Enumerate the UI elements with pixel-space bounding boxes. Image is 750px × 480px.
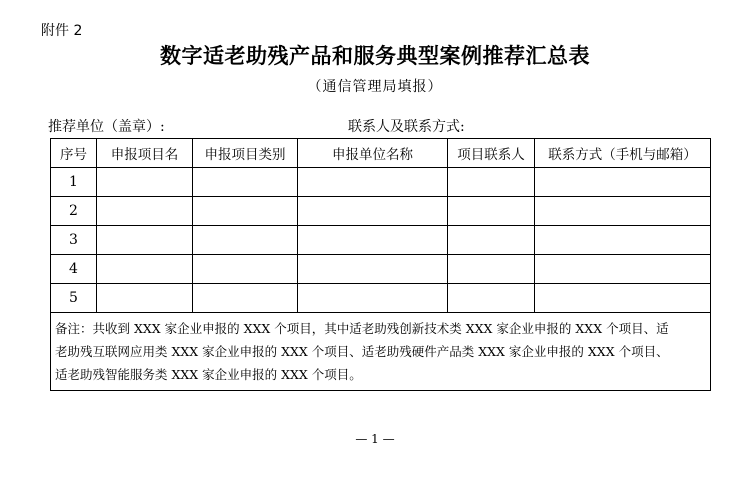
cell-contact-method[interactable] — [535, 168, 711, 197]
cell-project-contact[interactable] — [448, 168, 535, 197]
note-line: 适老助残智能服务类 XXX 家企业申报的 XXX 个项目。 — [55, 367, 362, 382]
cell-project-category[interactable] — [193, 226, 298, 255]
summary-table — [50, 138, 711, 391]
cell-project-contact[interactable] — [448, 226, 535, 255]
row-index: 5 — [51, 284, 97, 313]
cell-contact-method[interactable] — [535, 226, 711, 255]
row-index: 2 — [51, 197, 97, 226]
page-subtitle: （通信管理局填报） — [307, 79, 443, 95]
contact-label: 联系人及联系方式: — [348, 119, 465, 135]
cell-project-category[interactable] — [193, 168, 298, 197]
header-project-category: 申报项目类别 — [193, 139, 298, 168]
cell-contact-method[interactable] — [535, 197, 711, 226]
table-row — [51, 255, 711, 284]
cell-project-category[interactable] — [193, 197, 298, 226]
table-row — [51, 197, 711, 226]
cell-project-category[interactable] — [193, 284, 298, 313]
header-contact-method: 联系方式（手机与邮箱） — [535, 139, 711, 168]
cell-project-category[interactable] — [193, 255, 298, 284]
attachment-label: 附件 2 — [41, 23, 83, 39]
table-row — [51, 284, 711, 313]
meta-row — [48, 116, 708, 136]
recommender-label: 推荐单位（盖章）: — [48, 119, 165, 135]
cell-unit-name[interactable] — [298, 226, 448, 255]
cell-contact-method[interactable] — [535, 284, 711, 313]
cell-unit-name[interactable] — [298, 284, 448, 313]
table-row — [51, 168, 711, 197]
cell-project-name[interactable] — [97, 168, 193, 197]
row-index: 1 — [51, 168, 97, 197]
header-project-name: 申报项目名 — [97, 139, 193, 168]
cell-project-name[interactable] — [97, 197, 193, 226]
cell-unit-name[interactable] — [298, 255, 448, 284]
header-unit-name: 申报单位名称 — [298, 139, 448, 168]
cell-project-contact[interactable] — [448, 284, 535, 313]
page-number: — 1 — — [355, 432, 395, 446]
note-row — [51, 313, 711, 391]
cell-project-contact[interactable] — [448, 197, 535, 226]
table-header-row — [51, 139, 711, 168]
note-line: 老助残互联网应用类 XXX 家企业申报的 XXX 个项目、适老助残硬件产品类 XXX 家企业申报的 XXX 个项目、 — [55, 344, 669, 359]
cell-project-name[interactable] — [97, 284, 193, 313]
cell-unit-name[interactable] — [298, 197, 448, 226]
row-index: 4 — [51, 255, 97, 284]
note-line: 备注：共收到 XXX 家企业申报的 XXX 个项目，其中适老助残创新技术类 XXX 家企业申报的 XXX 个项目、适 — [55, 321, 669, 336]
table-row — [51, 226, 711, 255]
cell-unit-name[interactable] — [298, 168, 448, 197]
note-cell — [51, 313, 711, 391]
header-project-contact: 项目联系人 — [448, 139, 535, 168]
cell-project-name[interactable] — [97, 226, 193, 255]
header-index: 序号 — [51, 139, 97, 168]
page-title: 数字适老助残产品和服务典型案例推荐汇总表 — [160, 43, 590, 68]
row-index: 3 — [51, 226, 97, 255]
cell-contact-method[interactable] — [535, 255, 711, 284]
cell-project-name[interactable] — [97, 255, 193, 284]
cell-project-contact[interactable] — [448, 255, 535, 284]
